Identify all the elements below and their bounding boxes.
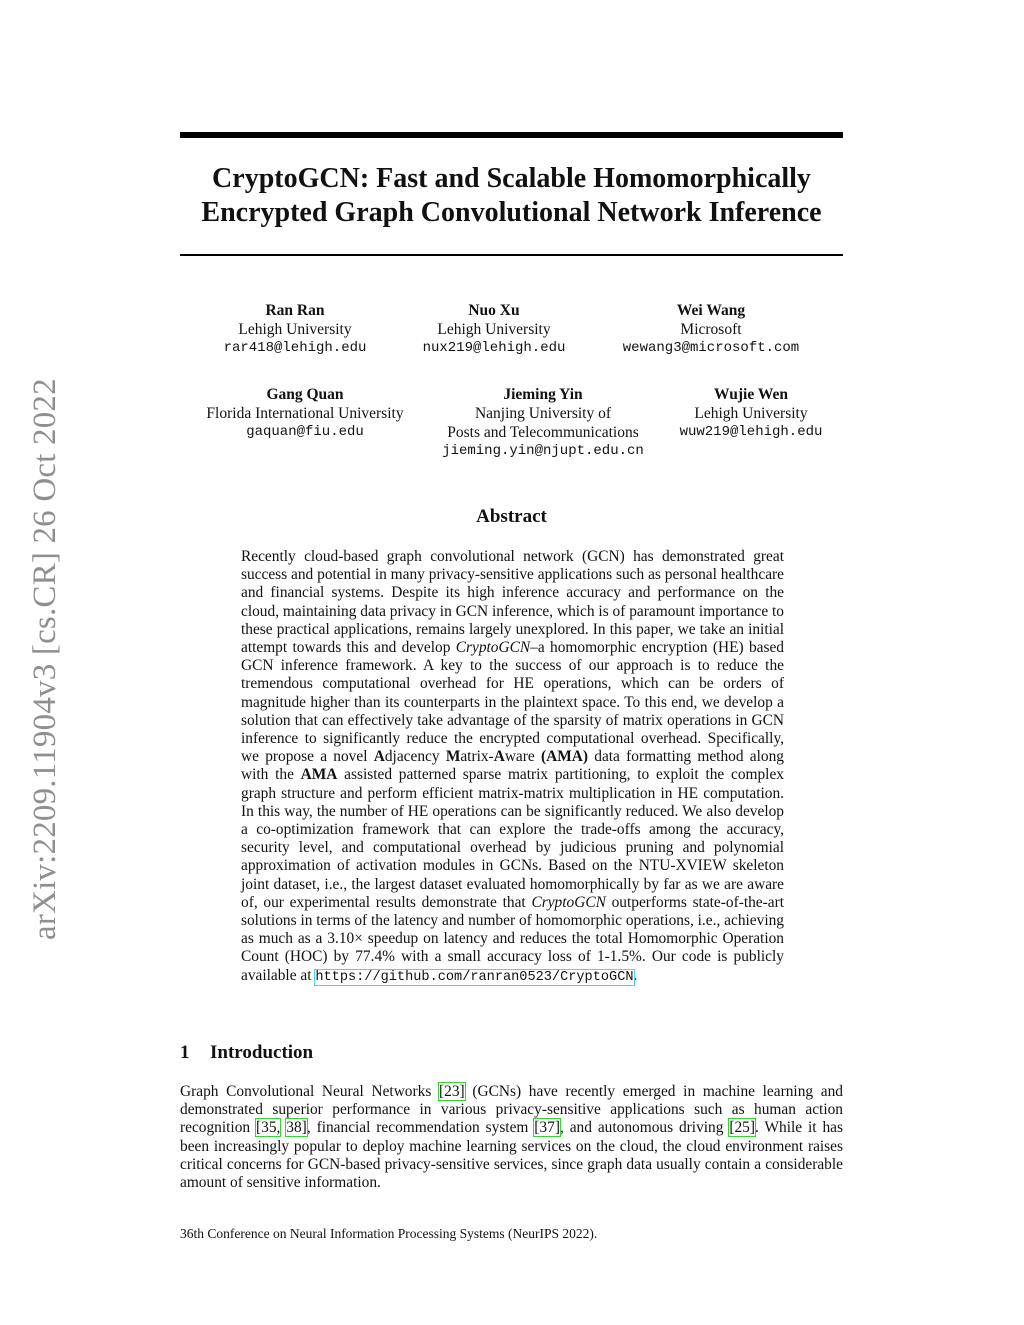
author-email[interactable]: rar418@lehigh.edu <box>223 340 367 356</box>
section-heading <box>180 1042 313 1064</box>
author-affiliation: Lehigh University <box>238 321 352 338</box>
abstract-bold: AMA <box>300 766 338 784</box>
author-name: Ran Ran <box>265 302 325 319</box>
intro-segment: (GCNs) have recently emerged in machine learning and demonstrated superior performance in various privacy-sensitive applications such as human action recognition <box>180 1083 843 1137</box>
abstract-segment: atrix- <box>460 748 494 766</box>
abstract-segment: assisted patterned sparse matrix partitioning, to exploit the complex graph structure and perform efficient matrix-matrix multiplication in HE computation. In this way, the number of HE operations can be significantly reduced. We also develop a co-optimization framework that can explore the trade-offs among the accuracy, security level, and computational overhead by judicious pruning and polynomial approximation of activation modules in GCNs. Based on the NTU-XVIEW skeleton joint dataset, i.e., the largest dataset evaluated homomorphically by far as we are aware of, our experimental results demonstrate that <box>241 766 784 911</box>
abstract-bold: A <box>373 748 385 766</box>
author-email[interactable]: gaquan@fiu.edu <box>246 424 364 440</box>
author-wujie-wen <box>651 385 851 442</box>
author-affiliation: Posts and Telecommunications <box>447 424 639 441</box>
author-email[interactable]: nux219@lehigh.edu <box>422 340 566 356</box>
section-title: Introduction <box>210 1042 314 1063</box>
intro-segment: , and autonomous driving <box>559 1119 730 1137</box>
author-email[interactable]: wewang3@microsoft.com <box>622 340 800 356</box>
author-affiliation: Lehigh University <box>694 405 808 422</box>
abstract-text <box>241 548 784 987</box>
abstract-segment: djacency <box>384 748 446 766</box>
intro-segment: Graph Convolutional Neural Networks <box>180 1083 440 1100</box>
abstract-segment: data formatting method along with the <box>241 748 784 784</box>
author-affiliation: Nanjing University of <box>474 405 612 422</box>
paper-title <box>180 162 843 230</box>
abstract-segment: outperforms state-of-the-art solutions in terms of the latency and number of homomorphic operations, i.e., achieving as much as a 3.10× speedup on latency and reduces the total Homomorphic Operation Count (HOC) by 77.4% with a small accuracy loss of 1-1.5%. Our code is publicly available at <box>241 893 784 984</box>
abstract-bold: (AMA) <box>540 748 588 766</box>
intro-segment: . While it has been increasingly popular to deploy machine learning services on the cloud, the cloud environment raises critical concerns for GCN-based privacy-sensitive services, since graph data usually contain a considerable amount of sensitive information. <box>180 1119 843 1192</box>
title-bottom-rule <box>180 254 843 256</box>
abstract-segment: . <box>633 966 638 984</box>
citation-link[interactable]: [35, <box>256 1119 281 1137</box>
title-line-1: CryptoGCN: Fast and Scalable Homomorphically <box>212 163 811 194</box>
arxiv-stamp: arXiv:2209.11904v3 [cs.CR] 26 Oct 2022 <box>27 378 63 940</box>
abstract-segment: –a homomorphic encryption (HE) based GCN inference framework. A key to the success of our approach is to reduce the tremendous computational overhead for HE operations, which can be orders of magnitude higher than its counterparts in the plaintext space. To this end, we develop a solution that can effectively take advantage of the sparsity of matrix operations in GCN inference to significantly reduce the encrypted computational overhead. Specifically, we propose a novel <box>241 639 784 766</box>
author-affiliation: Lehigh University <box>437 321 551 338</box>
author-name: Wei Wang <box>676 302 746 319</box>
abstract-bold: M <box>445 748 461 766</box>
author-nuo-xu <box>394 301 594 358</box>
author-name: Nuo Xu <box>468 302 520 319</box>
intro-segment: , financial recommendation system <box>306 1119 535 1137</box>
author-name: Gang Quan <box>266 386 344 403</box>
author-wei-wang <box>611 301 811 358</box>
author-affiliation: Microsoft <box>680 321 742 338</box>
abstract-bold: A <box>493 748 505 766</box>
author-email[interactable]: jieming.yin@njupt.edu.cn <box>442 443 644 459</box>
abstract-segment: Recently cloud-based graph convolutional network (GCN) has demonstrated great success and potential in many privacy-sensitive applications such as personal healthcare and financial systems. Despite its high inference accuracy and performance on the cloud, maintaining data privacy in GCN inference, which is of paramount importance to these practical applications, remains largely unexplored. In this paper, we take an initial attempt towards this and develop <box>241 548 784 657</box>
citation-link[interactable]: [37] <box>534 1119 560 1137</box>
intro-text <box>180 1083 843 1192</box>
title-line-2: Encrypted Graph Convolutional Network Inference <box>201 197 822 228</box>
title-top-rule <box>180 132 843 138</box>
author-gang-quan <box>190 385 420 442</box>
author-name: Jieming Yin <box>503 386 583 403</box>
conference-footnote: 36th Conference on Neural Information Processing Systems (NeurIPS 2022). <box>180 1226 598 1241</box>
code-link[interactable]: https://github.com/ranran0523/CryptoGCN <box>315 969 634 985</box>
author-jieming-yin <box>428 385 658 461</box>
abstract-emphasis: CryptoGCN <box>531 893 606 911</box>
author-name: Wujie Wen <box>714 386 788 403</box>
author-affiliation: Florida International University <box>206 405 404 422</box>
citation-link[interactable]: [23] <box>439 1083 465 1100</box>
abstract-heading: Abstract <box>476 506 547 527</box>
abstract-emphasis: CryptoGCN <box>455 639 531 657</box>
citation-link[interactable]: [25] <box>729 1119 755 1137</box>
citation-link[interactable]: 38] <box>286 1119 307 1137</box>
section-number: 1 <box>180 1042 190 1063</box>
author-email[interactable]: wuw219@lehigh.edu <box>679 424 823 440</box>
author-ran-ran <box>195 301 395 358</box>
abstract-segment: ware <box>504 748 541 766</box>
